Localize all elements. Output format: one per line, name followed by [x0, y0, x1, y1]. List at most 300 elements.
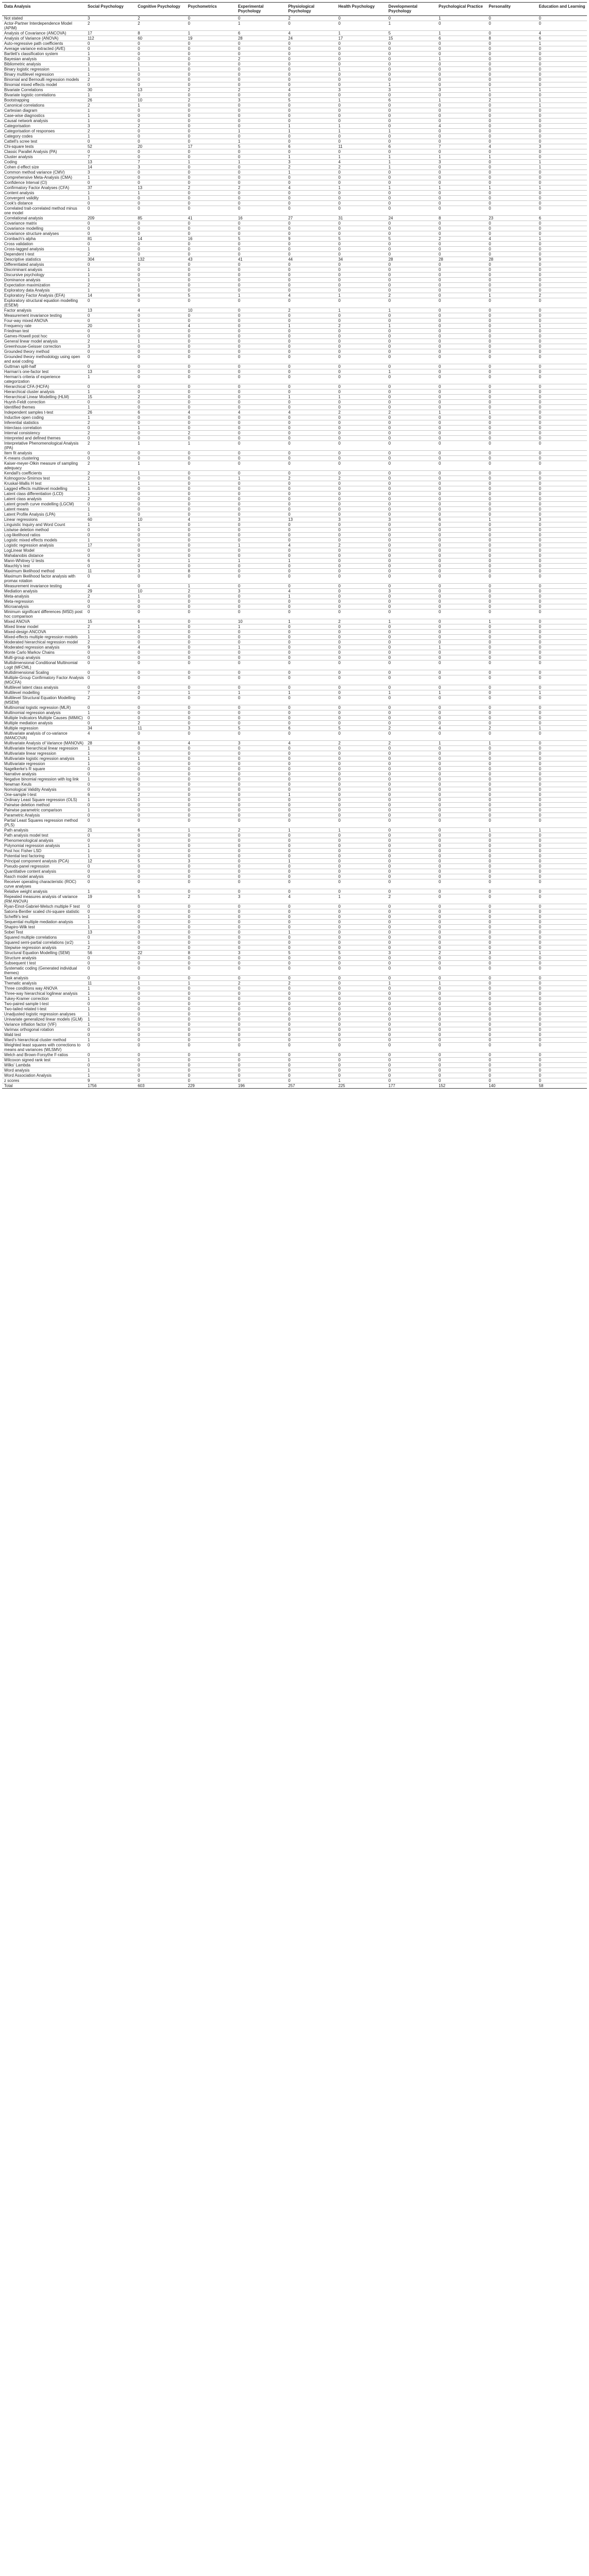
- cell-value: 0: [336, 313, 386, 318]
- cell-value: 0: [486, 226, 536, 231]
- cell-value: 0: [537, 741, 587, 746]
- cell-value: 0: [136, 1043, 186, 1053]
- table-row: [2, 574, 587, 584]
- cell-value: 0: [436, 221, 486, 226]
- cell-value: 0: [286, 716, 336, 721]
- cell-value: 3: [386, 951, 436, 956]
- cell-value: 0: [86, 961, 136, 966]
- row-label: Cartesian diagram: [2, 108, 86, 113]
- cell-value: 0: [236, 405, 286, 410]
- cell-value: 1: [537, 828, 587, 833]
- cell-value: 0: [236, 369, 286, 375]
- cell-value: 1: [286, 558, 336, 564]
- cell-value: 0: [436, 564, 486, 569]
- row-label: Principal component analysis (PCA): [2, 859, 86, 864]
- cell-value: 0: [486, 369, 536, 375]
- cell-value: 0: [436, 589, 486, 594]
- cell-value: 0: [486, 1022, 536, 1027]
- cell-value: 0: [236, 808, 286, 813]
- cell-value: 2: [186, 431, 236, 436]
- cell-value: 0: [436, 966, 486, 976]
- cell-value: 0: [537, 792, 587, 798]
- row-label: Games-Howell post hoc: [2, 334, 86, 339]
- table-row: [2, 415, 587, 420]
- cell-value: 0: [286, 502, 336, 507]
- cell-value: 0: [486, 103, 536, 108]
- cell-value: 0: [486, 604, 536, 609]
- cell-value: 0: [136, 384, 186, 389]
- cell-value: 0: [136, 914, 186, 920]
- cell-value: 4: [86, 731, 136, 741]
- cell-value: 0: [186, 313, 236, 318]
- cell-value: 0: [186, 1043, 236, 1053]
- cell-value: 2: [86, 640, 136, 645]
- cell-value: 0: [236, 761, 286, 767]
- cell-value: 0: [436, 354, 486, 364]
- row-label: Polynomial regression analysis: [2, 843, 86, 849]
- cell-value: 22: [136, 951, 186, 956]
- cell-value: 3: [86, 344, 136, 349]
- cell-value: 0: [136, 553, 186, 558]
- table-row: [2, 124, 587, 129]
- cell-value: 1: [537, 726, 587, 731]
- cell-value: 0: [436, 721, 486, 726]
- table-row: [2, 808, 587, 813]
- cell-value: 0: [186, 191, 236, 196]
- row-label: Measurement invariance testing: [2, 584, 86, 589]
- cell-value: 0: [486, 961, 536, 966]
- row-label: Actor-Partner Interdependence Model (APIM): [2, 21, 86, 31]
- cell-value: 20: [86, 324, 136, 329]
- row-label: Latent class analysis: [2, 497, 86, 502]
- cell-value: 0: [537, 364, 587, 369]
- cell-value: 6: [136, 293, 186, 298]
- table-row: [2, 792, 587, 798]
- cell-value: 0: [136, 584, 186, 589]
- cell-value: 0: [436, 660, 486, 670]
- cell-value: 0: [286, 635, 336, 640]
- row-label: Harman's one-factor test: [2, 369, 86, 375]
- cell-value: 0: [186, 803, 236, 808]
- cell-value: 0: [537, 594, 587, 599]
- cell-value: 0: [537, 675, 587, 685]
- cell-value: 0: [136, 533, 186, 538]
- cell-value: 1: [336, 185, 386, 191]
- cell-value: 0: [386, 67, 436, 72]
- cell-value: 8: [436, 216, 486, 221]
- cell-value: 0: [136, 538, 186, 543]
- cell-value: 1: [286, 930, 336, 935]
- cell-value: 0: [336, 803, 386, 808]
- table-row: [2, 324, 587, 329]
- cell-value: 0: [286, 604, 336, 609]
- cell-value: 0: [537, 415, 587, 420]
- cell-value: 0: [136, 134, 186, 139]
- cell-value: 0: [186, 1002, 236, 1007]
- cell-value: 0: [436, 180, 486, 185]
- row-label: Average variance extracted (AVE): [2, 46, 86, 52]
- cell-value: 0: [486, 196, 536, 201]
- cell-value: 0: [86, 1002, 136, 1007]
- cell-value: 0: [486, 808, 536, 813]
- cell-value: 0: [386, 103, 436, 108]
- cell-value: 0: [236, 1007, 286, 1012]
- cell-value: 0: [336, 262, 386, 267]
- cell-value: 10: [236, 619, 286, 624]
- cell-value: 0: [186, 21, 236, 31]
- cell-value: 0: [336, 267, 386, 273]
- cell-value: 0: [386, 767, 436, 772]
- cell-value: 0: [336, 118, 386, 124]
- cell-value: 2: [86, 129, 136, 134]
- cell-value: 2: [86, 77, 136, 82]
- cell-value: 0: [537, 772, 587, 777]
- cell-value: 0: [436, 1007, 486, 1012]
- cell-value: 44: [286, 257, 336, 262]
- cell-value: 0: [286, 864, 336, 869]
- cell-value: 0: [186, 384, 236, 389]
- cell-value: 7: [86, 690, 136, 696]
- cell-value: 0: [186, 609, 236, 619]
- cell-value: 0: [537, 1068, 587, 1073]
- table-row: [2, 635, 587, 640]
- cell-value: 0: [336, 93, 386, 98]
- cell-value: 0: [136, 782, 186, 787]
- cell-value: 0: [286, 108, 336, 113]
- cell-value: 0: [386, 904, 436, 909]
- row-label: Differentiated analysis: [2, 262, 86, 267]
- cell-value: 0: [236, 935, 286, 940]
- cell-value: 0: [186, 124, 236, 129]
- cell-value: 2: [86, 339, 136, 344]
- cell-value: 17: [186, 144, 236, 149]
- row-label: Identified themes: [2, 405, 86, 410]
- cell-value: 0: [286, 996, 336, 1002]
- cell-value: 8: [186, 569, 236, 574]
- table-row: [2, 318, 587, 324]
- cell-value: 0: [236, 278, 286, 283]
- cell-value: 0: [186, 344, 236, 349]
- table-row: [2, 339, 587, 344]
- cell-value: 2: [86, 497, 136, 502]
- cell-value: 1: [436, 155, 486, 160]
- row-label: Interpretative Phenomenological Analysis (IPA): [2, 441, 86, 451]
- cell-value: 0: [186, 772, 236, 777]
- row-label: Multiple mediation analysis: [2, 721, 86, 726]
- table-row: [2, 267, 587, 273]
- cell-value: 0: [186, 278, 236, 283]
- row-label: Confidence Interval (CI): [2, 180, 86, 185]
- cell-value: 0: [86, 1063, 136, 1068]
- table-row: [2, 461, 587, 471]
- table-row: [2, 909, 587, 914]
- cell-value: 0: [236, 746, 286, 751]
- cell-value: 0: [537, 507, 587, 512]
- row-label: Varimax orthogonal rotation: [2, 1027, 86, 1032]
- cell-value: 0: [186, 710, 236, 716]
- cell-value: 0: [136, 761, 186, 767]
- cell-value: 0: [486, 716, 536, 721]
- cell-value: 0: [336, 242, 386, 247]
- table-row: [2, 31, 587, 36]
- cell-value: 0: [286, 945, 336, 951]
- cell-value: 0: [486, 624, 536, 630]
- cell-value: 0: [486, 894, 536, 904]
- cell-value: 0: [436, 986, 486, 991]
- cell-value: 0: [436, 772, 486, 777]
- cell-value: 1: [86, 808, 136, 813]
- cell-value: 1: [286, 170, 336, 175]
- cell-value: 0: [136, 113, 186, 118]
- cell-value: 0: [336, 1002, 386, 1007]
- cell-value: 0: [286, 991, 336, 996]
- cell-value: 0: [486, 787, 536, 792]
- cell-value: 0: [136, 77, 186, 82]
- cell-value: 0: [436, 574, 486, 584]
- column-header: Education and Learning: [537, 3, 587, 16]
- cell-value: 0: [436, 869, 486, 874]
- cell-value: 0: [486, 833, 536, 838]
- cell-value: 0: [186, 175, 236, 180]
- cell-value: 1: [386, 129, 436, 134]
- cell-value: 16: [236, 216, 286, 221]
- cell-value: 0: [537, 354, 587, 364]
- cell-value: 0: [436, 705, 486, 710]
- row-label: Exploratory structural equation modelling (ESEM): [2, 298, 86, 308]
- cell-value: 0: [236, 124, 286, 129]
- cell-value: 1: [86, 849, 136, 854]
- cell-value: 0: [86, 879, 136, 889]
- cell-value: 0: [436, 384, 486, 389]
- cell-value: 2: [86, 103, 136, 108]
- cell-value: 0: [136, 879, 186, 889]
- cell-value: 0: [336, 206, 386, 216]
- cell-value: 0: [386, 655, 436, 660]
- cell-value: 0: [486, 574, 536, 584]
- cell-value: 0: [236, 242, 286, 247]
- cell-value: 1: [486, 293, 536, 298]
- cell-value: 0: [486, 420, 536, 426]
- cell-value: 0: [336, 364, 386, 369]
- cell-value: 0: [186, 415, 236, 420]
- cell-value: 0: [486, 191, 536, 196]
- cell-value: 0: [86, 400, 136, 405]
- cell-value: 13: [286, 517, 336, 522]
- row-label: Cluster analysis: [2, 155, 86, 160]
- cell-value: 0: [186, 288, 236, 293]
- row-label: Latent growth curve modelling (LGCM): [2, 502, 86, 507]
- row-label: Latent means: [2, 507, 86, 512]
- cell-value: 0: [286, 874, 336, 879]
- cell-value: 1: [286, 594, 336, 599]
- cell-value: 0: [136, 849, 186, 854]
- table-row: [2, 833, 587, 838]
- cell-value: 0: [236, 67, 286, 72]
- cell-value: 0: [436, 925, 486, 930]
- row-label: Receiver operating characteristic (ROC) curve analyses: [2, 879, 86, 889]
- cell-value: 0: [486, 869, 536, 874]
- cell-value: 0: [537, 52, 587, 57]
- cell-value: 0: [286, 584, 336, 589]
- cell-value: 0: [236, 731, 286, 741]
- row-label: Structure analysis: [2, 956, 86, 961]
- cell-value: 0: [436, 619, 486, 624]
- cell-value: 0: [537, 599, 587, 604]
- table-row: [2, 486, 587, 492]
- cell-value: 0: [286, 640, 336, 645]
- cell-value: 0: [386, 798, 436, 803]
- cell-value: 0: [236, 914, 286, 920]
- cell-value: 0: [436, 395, 486, 400]
- cell-value: 0: [436, 1012, 486, 1017]
- cell-value: 0: [186, 619, 236, 624]
- cell-value: 0: [286, 262, 336, 267]
- cell-value: 81: [86, 236, 136, 242]
- cell-value: 0: [537, 548, 587, 553]
- cell-value: 0: [186, 528, 236, 533]
- cell-value: 0: [386, 635, 436, 640]
- cell-value: 0: [486, 476, 536, 481]
- cell-value: 3: [186, 726, 236, 731]
- row-label: Item fit analysis: [2, 451, 86, 456]
- cell-value: 0: [86, 864, 136, 869]
- cell-value: 1: [86, 405, 136, 410]
- cell-value: 19: [186, 36, 236, 41]
- cell-value: 0: [286, 528, 336, 533]
- cell-value: 0: [436, 756, 486, 761]
- cell-value: 0: [186, 512, 236, 517]
- row-label: Logistic regression analysis: [2, 543, 86, 548]
- cell-value: 0: [537, 1032, 587, 1038]
- cell-value: 0: [286, 879, 336, 889]
- cell-value: 3: [286, 160, 336, 165]
- cell-value: 0: [537, 155, 587, 160]
- cell-value: 0: [336, 889, 386, 894]
- cell-value: 0: [436, 818, 486, 828]
- table-header-row: [2, 3, 587, 16]
- cell-value: 0: [336, 991, 386, 996]
- cell-value: 13: [86, 930, 136, 935]
- cell-value: 0: [236, 670, 286, 675]
- row-label: Covariance modelling: [2, 226, 86, 231]
- cell-value: 0: [186, 696, 236, 705]
- row-label: Analysis of Covariance (ANCOVA): [2, 31, 86, 36]
- cell-value: 0: [537, 716, 587, 721]
- cell-value: 1: [86, 991, 136, 996]
- cell-value: 30: [86, 88, 136, 93]
- cell-value: 0: [286, 843, 336, 849]
- cell-value: 0: [537, 175, 587, 180]
- cell-value: 0: [486, 1017, 536, 1022]
- cell-value: 0: [286, 318, 336, 324]
- cell-value: 0: [386, 267, 436, 273]
- cell-value: 0: [286, 313, 336, 318]
- cell-value: 0: [436, 103, 486, 108]
- table-row: [2, 502, 587, 507]
- cell-value: 1: [537, 41, 587, 46]
- cell-value: 2: [336, 619, 386, 624]
- cell-value: 0: [486, 507, 536, 512]
- table-row: [2, 594, 587, 599]
- cell-value: 0: [86, 206, 136, 216]
- row-label: Multiple-Group Confirmatory Factor Analysis (MGCFA): [2, 675, 86, 685]
- cell-value: 0: [486, 1078, 536, 1083]
- cell-value: 3: [236, 741, 286, 746]
- cell-value: 0: [136, 945, 186, 951]
- cell-value: 0: [236, 72, 286, 77]
- cell-value: 0: [537, 82, 587, 88]
- cell-value: 1: [537, 324, 587, 329]
- cell-value: 2: [386, 726, 436, 731]
- total-value: 196: [236, 1083, 286, 1089]
- cell-value: 0: [286, 630, 336, 635]
- cell-value: 0: [537, 751, 587, 756]
- cell-value: 0: [436, 201, 486, 206]
- cell-value: 1: [136, 522, 186, 528]
- cell-value: 0: [86, 46, 136, 52]
- cell-value: 0: [436, 961, 486, 966]
- cell-value: 1: [86, 481, 136, 486]
- row-label: Mediation analysis: [2, 589, 86, 594]
- cell-value: 0: [537, 935, 587, 940]
- cell-value: 0: [537, 645, 587, 650]
- cell-value: 0: [336, 833, 386, 838]
- cell-value: 2: [336, 324, 386, 329]
- cell-value: 0: [236, 564, 286, 569]
- cell-value: 0: [486, 129, 536, 134]
- cell-value: 0: [537, 201, 587, 206]
- row-label: Descriptive statistics: [2, 257, 86, 262]
- cell-value: 0: [336, 655, 386, 660]
- row-label: Shapiro-Wilk test: [2, 925, 86, 930]
- cell-value: 0: [286, 1068, 336, 1073]
- cell-value: 0: [436, 945, 486, 951]
- cell-value: 0: [286, 231, 336, 236]
- cell-value: 0: [436, 77, 486, 82]
- cell-value: 0: [86, 1053, 136, 1058]
- cell-value: 0: [436, 685, 486, 690]
- cell-value: 0: [186, 492, 236, 497]
- cell-value: 0: [236, 787, 286, 792]
- cell-value: 0: [386, 196, 436, 201]
- cell-value: 0: [186, 976, 236, 981]
- cell-value: 4: [186, 741, 236, 746]
- row-label: Guttman split-half: [2, 364, 86, 369]
- cell-value: 0: [86, 533, 136, 538]
- row-label: Multilevel Structural Equation Modelling (MSEM): [2, 696, 86, 705]
- cell-value: 0: [186, 369, 236, 375]
- cell-value: 0: [186, 206, 236, 216]
- cell-value: 0: [136, 767, 186, 772]
- table-row: [2, 1032, 587, 1038]
- cell-value: 0: [537, 991, 587, 996]
- cell-value: 0: [336, 914, 386, 920]
- cell-value: 0: [436, 1002, 486, 1007]
- cell-value: 0: [286, 966, 336, 976]
- cell-value: 0: [386, 991, 436, 996]
- cell-value: 1: [186, 441, 236, 451]
- row-label: Auto-regressive path coefficients: [2, 41, 86, 46]
- cell-value: 0: [537, 569, 587, 574]
- row-label: Task analysis: [2, 976, 86, 981]
- cell-value: 11: [336, 144, 386, 149]
- cell-value: 1: [86, 996, 136, 1002]
- cell-value: 0: [286, 538, 336, 543]
- cell-value: 1: [336, 308, 386, 313]
- cell-value: 1: [86, 486, 136, 492]
- table-row: [2, 191, 587, 196]
- row-label: Multinomial logistic regression (MLR): [2, 705, 86, 710]
